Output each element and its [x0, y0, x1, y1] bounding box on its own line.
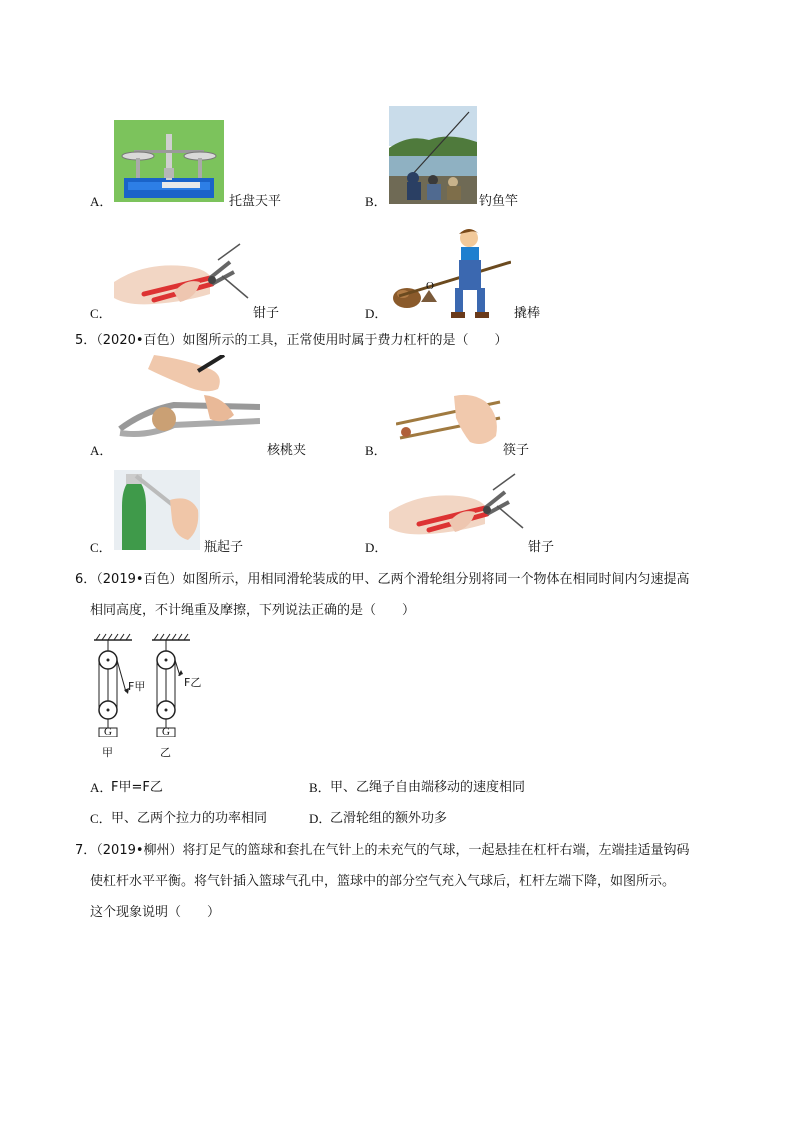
q7-stem-line3: 这个现象说明（ ）	[90, 905, 221, 920]
caption-jia: 甲	[102, 746, 113, 759]
q6-stem-line1: 6．（2019•百色）如图所示，用相同滑轮装成的甲、乙两个滑轮组分别将同一个物体在相同时间内匀速提高	[75, 572, 690, 587]
force-label-jia: F甲	[128, 680, 146, 693]
q6-option-b-letter: B．	[309, 780, 331, 795]
q5-option-d-letter: D．	[365, 540, 388, 555]
bottle-opener-icon	[114, 470, 200, 550]
q5-option-b-text: 筷子	[503, 443, 530, 458]
weight-label-left: G	[104, 726, 112, 738]
pulley-diagram	[88, 632, 218, 767]
chopsticks-image	[396, 392, 502, 450]
pivot-label: O	[426, 280, 434, 292]
q4-option-d-text: 撬棒	[514, 306, 541, 321]
q6-option-a-letter: A．	[90, 780, 113, 795]
q6-option-b-text: 甲、乙绳子自由端移动的速度相同	[330, 780, 526, 795]
chopsticks-icon	[396, 392, 502, 450]
q4-option-d-letter: D．	[365, 306, 388, 321]
q7-stem-line1: 7．（2019•柳州）将打足气的篮球和套扎在气针上的未充气的气球，一起悬挂在杠杆右端，左端挂适量钩码	[75, 843, 690, 858]
force-label-yi: F乙	[184, 676, 202, 689]
weight-label-right: G	[162, 726, 170, 738]
balance-scale-image	[114, 120, 224, 202]
q5-option-c-text: 瓶起子	[204, 540, 244, 555]
q7-stem-line2: 使杠杆水平平衡。将气针插入篮球气孔中，篮球中的部分空气充入气球后，杠杆左端下降，如图所示。	[90, 874, 676, 889]
fishing-rod-image	[389, 106, 477, 204]
crowbar-image	[389, 226, 511, 322]
q5-option-b-letter: B．	[365, 443, 387, 458]
q4-option-c-letter: C．	[90, 306, 112, 321]
q5-option-a-text: 核桃夹	[267, 443, 307, 458]
nutcracker-image	[114, 355, 260, 445]
q4-option-b-text: 钓鱼竿	[479, 194, 519, 209]
q4-option-a-text: 托盘天平	[229, 194, 282, 209]
crowbar-icon	[389, 226, 511, 322]
q5-option-d-text: 钳子	[528, 540, 555, 555]
bottle-opener-image	[114, 470, 200, 550]
q5-option-c-letter: C．	[90, 540, 112, 555]
q6-option-d-text: 乙滑轮组的额外功多	[330, 811, 448, 826]
q6-option-c-letter: C．	[90, 811, 112, 826]
q5-stem: 5．（2020•百色）如图所示的工具，正常使用时属于费力杠杆的是（ ）	[75, 333, 508, 348]
pliers-icon	[389, 472, 525, 552]
q4-option-a-letter: A．	[90, 194, 113, 209]
pliers-image-q5	[389, 472, 525, 552]
pliers-icon	[114, 242, 250, 322]
nutcracker-icon	[114, 355, 260, 445]
q6-option-c-text: 甲、乙两个拉力的功率相同	[111, 811, 268, 826]
q6-stem-line2: 相同高度，不计绳重及摩擦，下列说法正确的是（ ）	[90, 603, 416, 618]
q5-option-a-letter: A．	[90, 443, 113, 458]
fishing-rod-photo	[389, 106, 477, 204]
caption-yi: 乙	[160, 746, 171, 759]
q4-option-b-letter: B．	[365, 194, 387, 209]
balance-scale-icon	[114, 120, 224, 202]
q6-option-a-text: F甲=F乙	[111, 780, 163, 795]
q4-option-c-text: 钳子	[253, 306, 280, 321]
q6-option-d-letter: D．	[309, 811, 332, 826]
pliers-image-q4	[114, 242, 250, 322]
